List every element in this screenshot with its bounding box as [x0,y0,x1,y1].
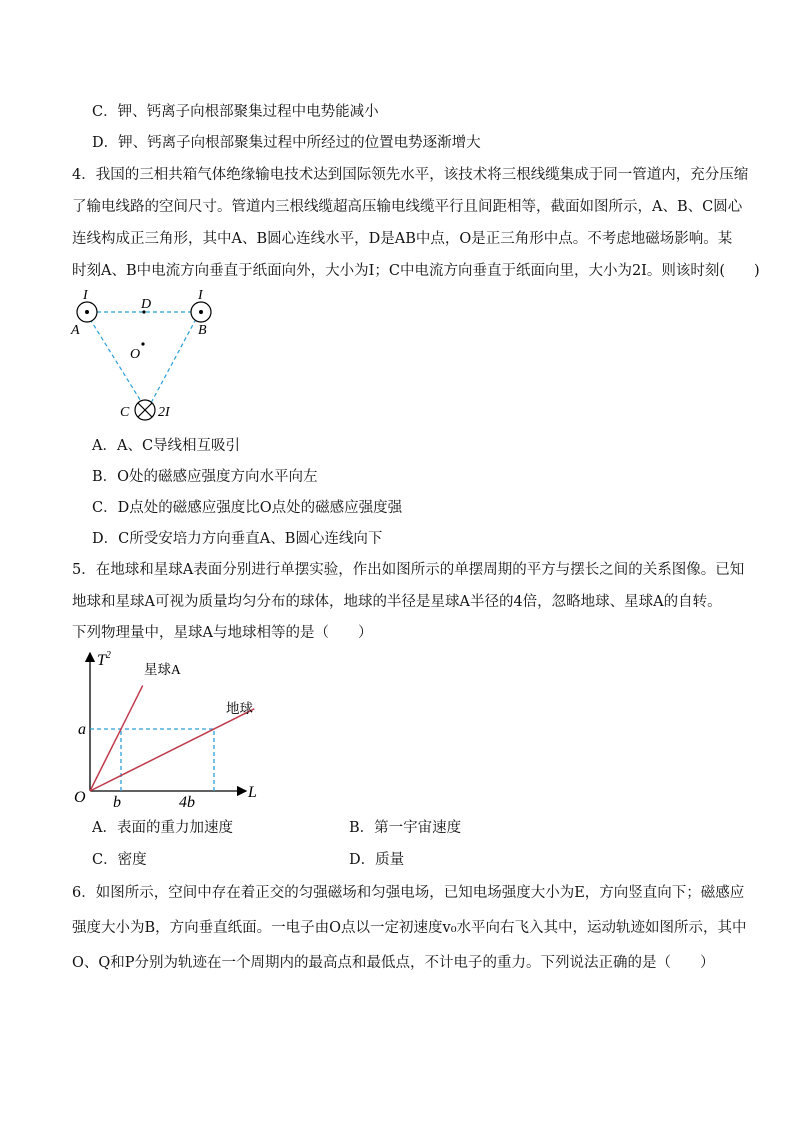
q4-point-o [141,342,144,345]
q5-series-line-1 [90,709,254,791]
q5-y-tick-a: a [78,721,86,738]
q5-series-line-0 [90,686,143,791]
q5-option-c: C．密度 [92,852,147,868]
q4-label-c: C [120,405,130,420]
q5-option-d: D．质量 [349,852,405,868]
q4-side-bc [151,319,196,403]
q5-series-label-a: 星球A [144,662,181,677]
q4-option-c: C．D点处的磁感应强度比O点处的磁感应强度强 [92,500,403,516]
q5-x-axis-label: L [248,784,257,801]
q5-origin-label: O [74,789,86,806]
q3-option-d: D．钾、钙离子向根部聚集过程中所经过的位置电势逐渐增大 [92,135,481,151]
q6-stem-line-3: O、Q和P分别为轨迹在一个周期内的最高点和最低点，不计电子的重力。下列说法正确的是（ ） [72,955,715,971]
q4-stem-line-4: 时刻A、B中电流方向垂直于纸面向外，大小为I；C中电流方向垂直于纸面向里，大小为2I。则该时刻( ) [72,263,760,279]
q5-y-axis-label: $T^2$ [97,650,111,669]
q4-label-b: B [198,323,207,338]
q5-series-label-earth: 地球 [226,701,253,716]
q5-x-tick-4b: 4b [179,794,195,811]
q5-stem-line-1: 5．在地球和星球A表面分别进行单摆实验，作出如图所示的单摆周期的平方与摆长之间的关系图像。已知 [72,562,745,578]
q5-stem-line-3: 下列物理量中，星球A与地球相等的是（ ） [72,625,373,641]
q4-label-o: O [130,347,141,362]
q4-current-c: 2I [158,405,170,420]
q5-stem-line-2: 地球和星球A可视为质量均匀分布的球体，地球的半径是星球A半径的4倍，忽略地球、星球A的自转。 [72,594,722,610]
q6-stem-line-2: 强度大小为B，方向垂直纸面。一电子由O点以一定初速度v₀水平向右飞入其中，运动轨迹如图所示，其中 [72,920,747,936]
q4-current-b: I [198,288,203,303]
q6-stem-line-1: 6．如图所示，空间中存在着正交的匀强磁场和匀强电场，已知电场强度大小为E，方向竖直向下；磁感应 [72,885,745,901]
q5-option-b: B．第一宇宙速度 [349,820,462,836]
q4-label-a: A [71,323,80,338]
q4-stem-line-1: 4．我国的三相共箱气体绝缘输电技术达到国际领先水平，该技术将三根线缆集成于同一管道内，充分压缩 [72,167,749,183]
q4-stem-line-2: 了输电线路的空间尺寸。管道内三根线缆超高压输电线缆平行且间距相等，截面如图所示，A、B、C圆心 [72,199,743,215]
q4-label-d: D [141,297,152,312]
q3-option-c: C．钾、钙离子向根部聚集过程中电势能减小 [92,104,379,120]
q4-option-b: B．O处的磁感应强度方向水平向左 [92,469,318,485]
q4-stem-line-3: 连线构成正三角形，其中A、B圆心连线水平，D是AB中点，O是正三角形中点。不考虑地磁场影响。某 [72,231,733,247]
q4-current-a: I [83,288,88,303]
q4-option-d: D．C所受安培力方向垂直A、B圆心连线向下 [92,531,383,547]
q4-option-a: A．A、C导线相互吸引 [92,438,241,454]
q5-option-a: A．表面的重力加速度 [92,820,233,836]
q5-pendulum-chart [66,645,276,815]
q5-x-tick-b: b [113,794,121,811]
q4-cable-figure [64,282,224,432]
